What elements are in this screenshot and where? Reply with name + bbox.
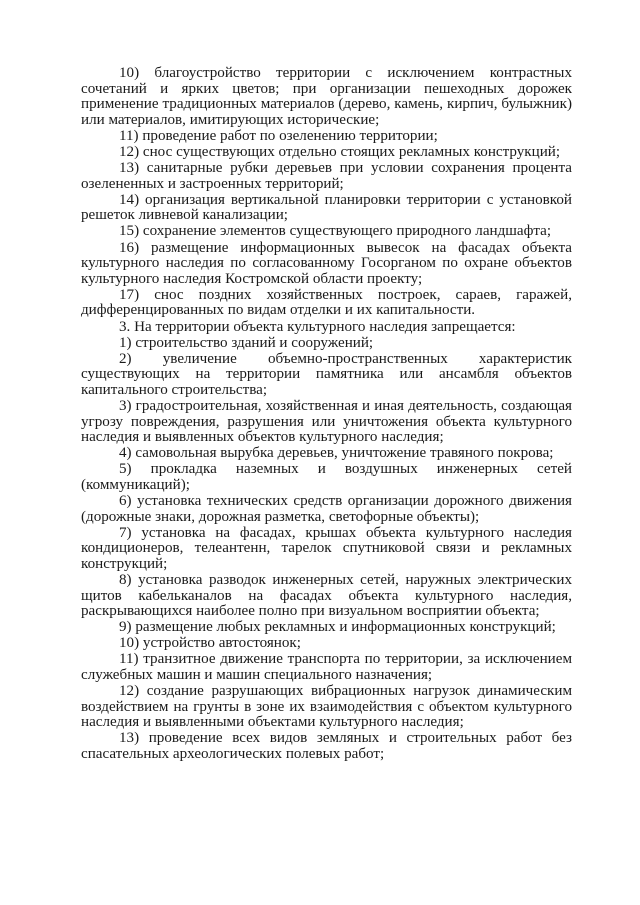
paragraph-12: 3) градостроительная, хозяйственная и иная деятельность, создающая угрозу повреждения, разрушения или уничтожения объекта культурного наследия и выявленных объектов культурного наследия; bbox=[81, 397, 572, 446]
paragraph-13: 4) самовольная вырубка деревьев, уничтожение травяного покрова; bbox=[119, 445, 554, 462]
paragraph-17: 8) установка разводок инженерных сетей, наружных электрических щитов кабельканалов на фасадах объекта культурного наследия, раскрывающихся наиболее полно при визуальном восприятии объекта; bbox=[81, 572, 572, 620]
paragraph-15: 6) установка технических средств организации дорожного движения (дорожные знаки, дорожная разметка, светофорные объекты); bbox=[81, 493, 572, 525]
paragraph-21: 12) создание разрушающих вибрационных нагрузок динамическим воздействием на грунты в зоне их взаимодействия с объектом культурного наследия и выявленными объектами культурного наследия; bbox=[81, 683, 572, 731]
paragraph-10: 1) строительство зданий и сооружений; bbox=[119, 334, 374, 351]
paragraph-8: 17) снос поздних хозяйственных построек, сараев, гаражей, дифференцированных по видам отделки и их капитальности. bbox=[81, 286, 572, 319]
paragraph-22: 13) проведение всех видов земляных и строительных работ без спасательных археологических полевых работ; bbox=[81, 730, 572, 763]
paragraph-20: 11) транзитное движение транспорта по территории, за исключением служебных машин и машин специального назначения; bbox=[81, 651, 572, 684]
paragraph-7: 16) размещение информационных вывесок на фасадах объекта культурного наследия по согласованному Госорганом по охране объектов культурного наследия Костромской области проекту; bbox=[81, 239, 572, 287]
paragraph-2: 11) проведение работ по озеленению территории; bbox=[119, 127, 438, 144]
paragraph-4: 13) санитарные рубки деревьев при условии сохранения процента озелененных и застроенных территорий; bbox=[81, 160, 572, 192]
paragraph-18: 9) размещение любых рекламных и информационных конструкций; bbox=[119, 619, 556, 636]
paragraph-1: 10) благоустройство территории с исключением контрастных сочетаний и ярких цветов; при организации пешеходных дорожек применение традиционных материалов (дерево, камень, кирпич, булыжник) или материалов, имитирующих исторические; bbox=[81, 65, 572, 128]
paragraph-6: 15) сохранение элементов существующего природного ландшафта; bbox=[119, 223, 552, 240]
document-body bbox=[81, 66, 572, 763]
paragraph-19: 10) устройство автостоянок; bbox=[119, 635, 301, 652]
paragraph-14: 5) прокладка наземных и воздушных инженерных сетей (коммуникаций); bbox=[81, 461, 572, 493]
paragraph-5: 14) организация вертикальной планировки территории с установкой решеток ливневой канализации; bbox=[81, 191, 572, 224]
section-heading: 3. На территории объекта культурного наследия запрещается: bbox=[119, 318, 516, 335]
paragraph-16: 7) установка на фасадах, крышах объекта культурного наследия кондиционеров, телеантенн, тарелок спутниковой связи и рекламных конструкций; bbox=[81, 524, 572, 572]
paragraph-11: 2) увеличение объемно-пространственных характеристик существующих на территории памятника или ансамбля объектов капитального строительства; bbox=[81, 350, 572, 398]
paragraph-3: 12) снос существующих отдельно стоящих рекламных конструкций; bbox=[119, 143, 561, 160]
